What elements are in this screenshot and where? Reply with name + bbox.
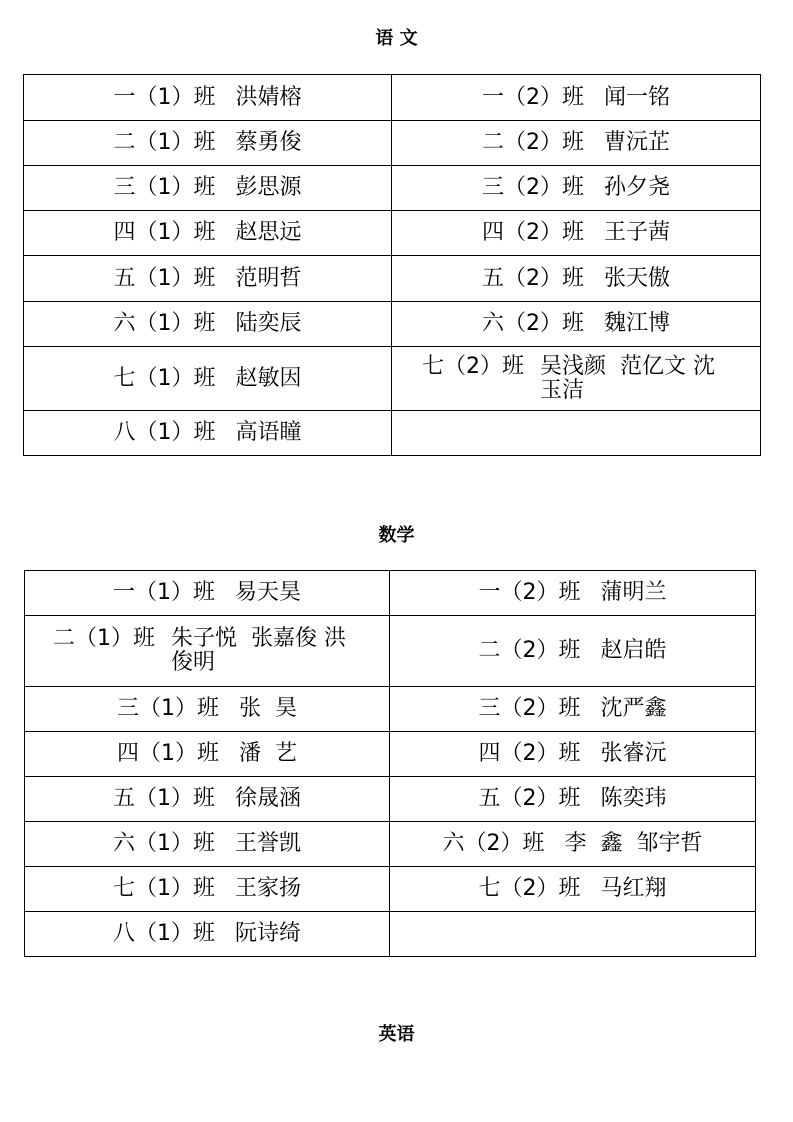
table-row (24, 211, 761, 256)
student-names: 赵敏因 (235, 365, 302, 391)
class-label: 五（2）班 (481, 265, 584, 291)
student-names: 王誉凯 (234, 831, 301, 856)
class-label: 七（2）班 (478, 876, 581, 901)
class-label: 四（2）班 (481, 220, 584, 245)
class-label: 三（2）班 (478, 696, 581, 721)
table-row (24, 256, 761, 302)
table-cell (390, 616, 756, 687)
student-names: 范明哲 (235, 265, 302, 291)
table-cell (392, 166, 761, 211)
table-cell (25, 616, 390, 687)
class-label: 四（1）班 (113, 220, 216, 245)
table-cell (392, 211, 761, 256)
student-names: 陈奕玮 (600, 786, 667, 811)
chinese-table (23, 74, 761, 456)
class-label: 二（2）班 (478, 638, 581, 663)
table-cell (392, 256, 761, 302)
table-cell (24, 256, 392, 302)
table-row (24, 166, 761, 211)
table-cell (24, 347, 392, 411)
math-table (24, 570, 756, 957)
class-label: 七（1）班 (113, 365, 216, 391)
student-names: 王子茜 (603, 220, 670, 245)
class-label: 三（1）班 (113, 175, 216, 200)
student-names: 沈严鑫 (600, 696, 667, 721)
table-cell (390, 732, 756, 777)
student-names: 闻一铭 (603, 84, 670, 110)
class-label: 六（1）班 (113, 311, 216, 336)
class-label: 四（1）班 (117, 741, 219, 766)
class-label: 七（2）班 (422, 353, 524, 379)
table-cell (390, 687, 756, 732)
class-label: 六（1）班 (112, 831, 215, 856)
class-label: 一（2）班 (478, 580, 581, 605)
student-names: 易天昊 (234, 580, 301, 605)
class-label: 三（1）班 (117, 696, 219, 721)
table-cell (390, 777, 756, 822)
class-label: 八（1）班 (113, 420, 216, 445)
class-label: 八（1）班 (112, 921, 215, 946)
student-names: 张 昊 (239, 696, 297, 721)
table-row (25, 912, 756, 957)
table-cell (24, 166, 392, 211)
table-cell (390, 571, 756, 616)
table-row (24, 411, 761, 456)
table-row (25, 777, 756, 822)
table-cell (392, 302, 761, 347)
table-row (25, 867, 756, 912)
table-cell (25, 732, 390, 777)
student-names: 蔡勇俊 (235, 130, 302, 155)
student-names: 朱子悦 张嘉俊 洪俊明 (171, 626, 346, 675)
class-label: 五（2）班 (478, 786, 581, 811)
math-section-title: 数学 (378, 525, 415, 546)
table-cell (24, 121, 392, 166)
class-label: 五（1）班 (112, 786, 215, 811)
empty-cell (390, 912, 756, 957)
table-cell (390, 822, 756, 867)
student-names: 陆奕辰 (235, 311, 302, 336)
class-label: 七（1）班 (112, 876, 215, 901)
table-row (25, 822, 756, 867)
table-cell (25, 822, 390, 867)
table-row (25, 616, 756, 687)
table-cell (24, 75, 392, 121)
student-names: 魏江博 (603, 311, 670, 336)
student-names: 阮诗绮 (234, 921, 301, 946)
student-names: 赵启皓 (600, 638, 667, 663)
table-cell (25, 687, 390, 732)
table-cell (25, 912, 390, 957)
class-label: 二（1）班 (113, 130, 216, 155)
class-label: 二（1）班 (53, 626, 155, 651)
class-label: 一（1）班 (113, 84, 216, 110)
student-names: 曹沅芷 (603, 130, 670, 155)
table-cell (392, 347, 761, 411)
table-cell (25, 777, 390, 822)
student-names: 李 鑫 邹宇哲 (564, 831, 703, 856)
table-row (25, 732, 756, 777)
table-cell (24, 411, 392, 456)
table-cell (390, 867, 756, 912)
class-label: 六（2）班 (481, 311, 584, 336)
student-names: 吴浅颜 范亿文 沈玉洁 (540, 353, 715, 403)
table-row (24, 121, 761, 166)
student-names: 张天傲 (603, 265, 670, 291)
student-names: 彭思源 (235, 175, 302, 200)
class-label: 五（1）班 (113, 265, 216, 291)
table-row (24, 302, 761, 347)
english-section-title: 英语 (378, 1024, 415, 1045)
table-row (24, 347, 761, 411)
table-cell (392, 121, 761, 166)
table-cell (392, 75, 761, 121)
student-names: 潘 艺 (239, 741, 297, 766)
chinese-section-title: 语 文 (375, 28, 418, 49)
table-row (25, 687, 756, 732)
table-cell (25, 571, 390, 616)
student-names: 张睿沅 (600, 741, 667, 766)
class-label: 三（2）班 (481, 175, 584, 200)
student-names: 王家扬 (234, 876, 301, 901)
student-names: 赵思远 (235, 220, 302, 245)
student-names: 马红翔 (600, 876, 667, 901)
class-label: 六（2）班 (442, 831, 545, 856)
student-names: 高语瞳 (235, 420, 302, 445)
table-cell (24, 211, 392, 256)
student-names: 蒲明兰 (600, 580, 667, 605)
class-label: 一（2）班 (481, 84, 584, 110)
table-cell (25, 867, 390, 912)
table-row (25, 571, 756, 616)
class-label: 一（1）班 (112, 580, 215, 605)
student-names: 徐晟涵 (234, 786, 301, 811)
student-names: 洪婧榕 (235, 84, 302, 110)
table-row (24, 75, 761, 121)
student-names: 孙夕尧 (603, 175, 670, 200)
empty-cell (392, 411, 761, 456)
class-label: 四（2）班 (478, 741, 581, 766)
class-label: 二（2）班 (481, 130, 584, 155)
table-cell (24, 302, 392, 347)
